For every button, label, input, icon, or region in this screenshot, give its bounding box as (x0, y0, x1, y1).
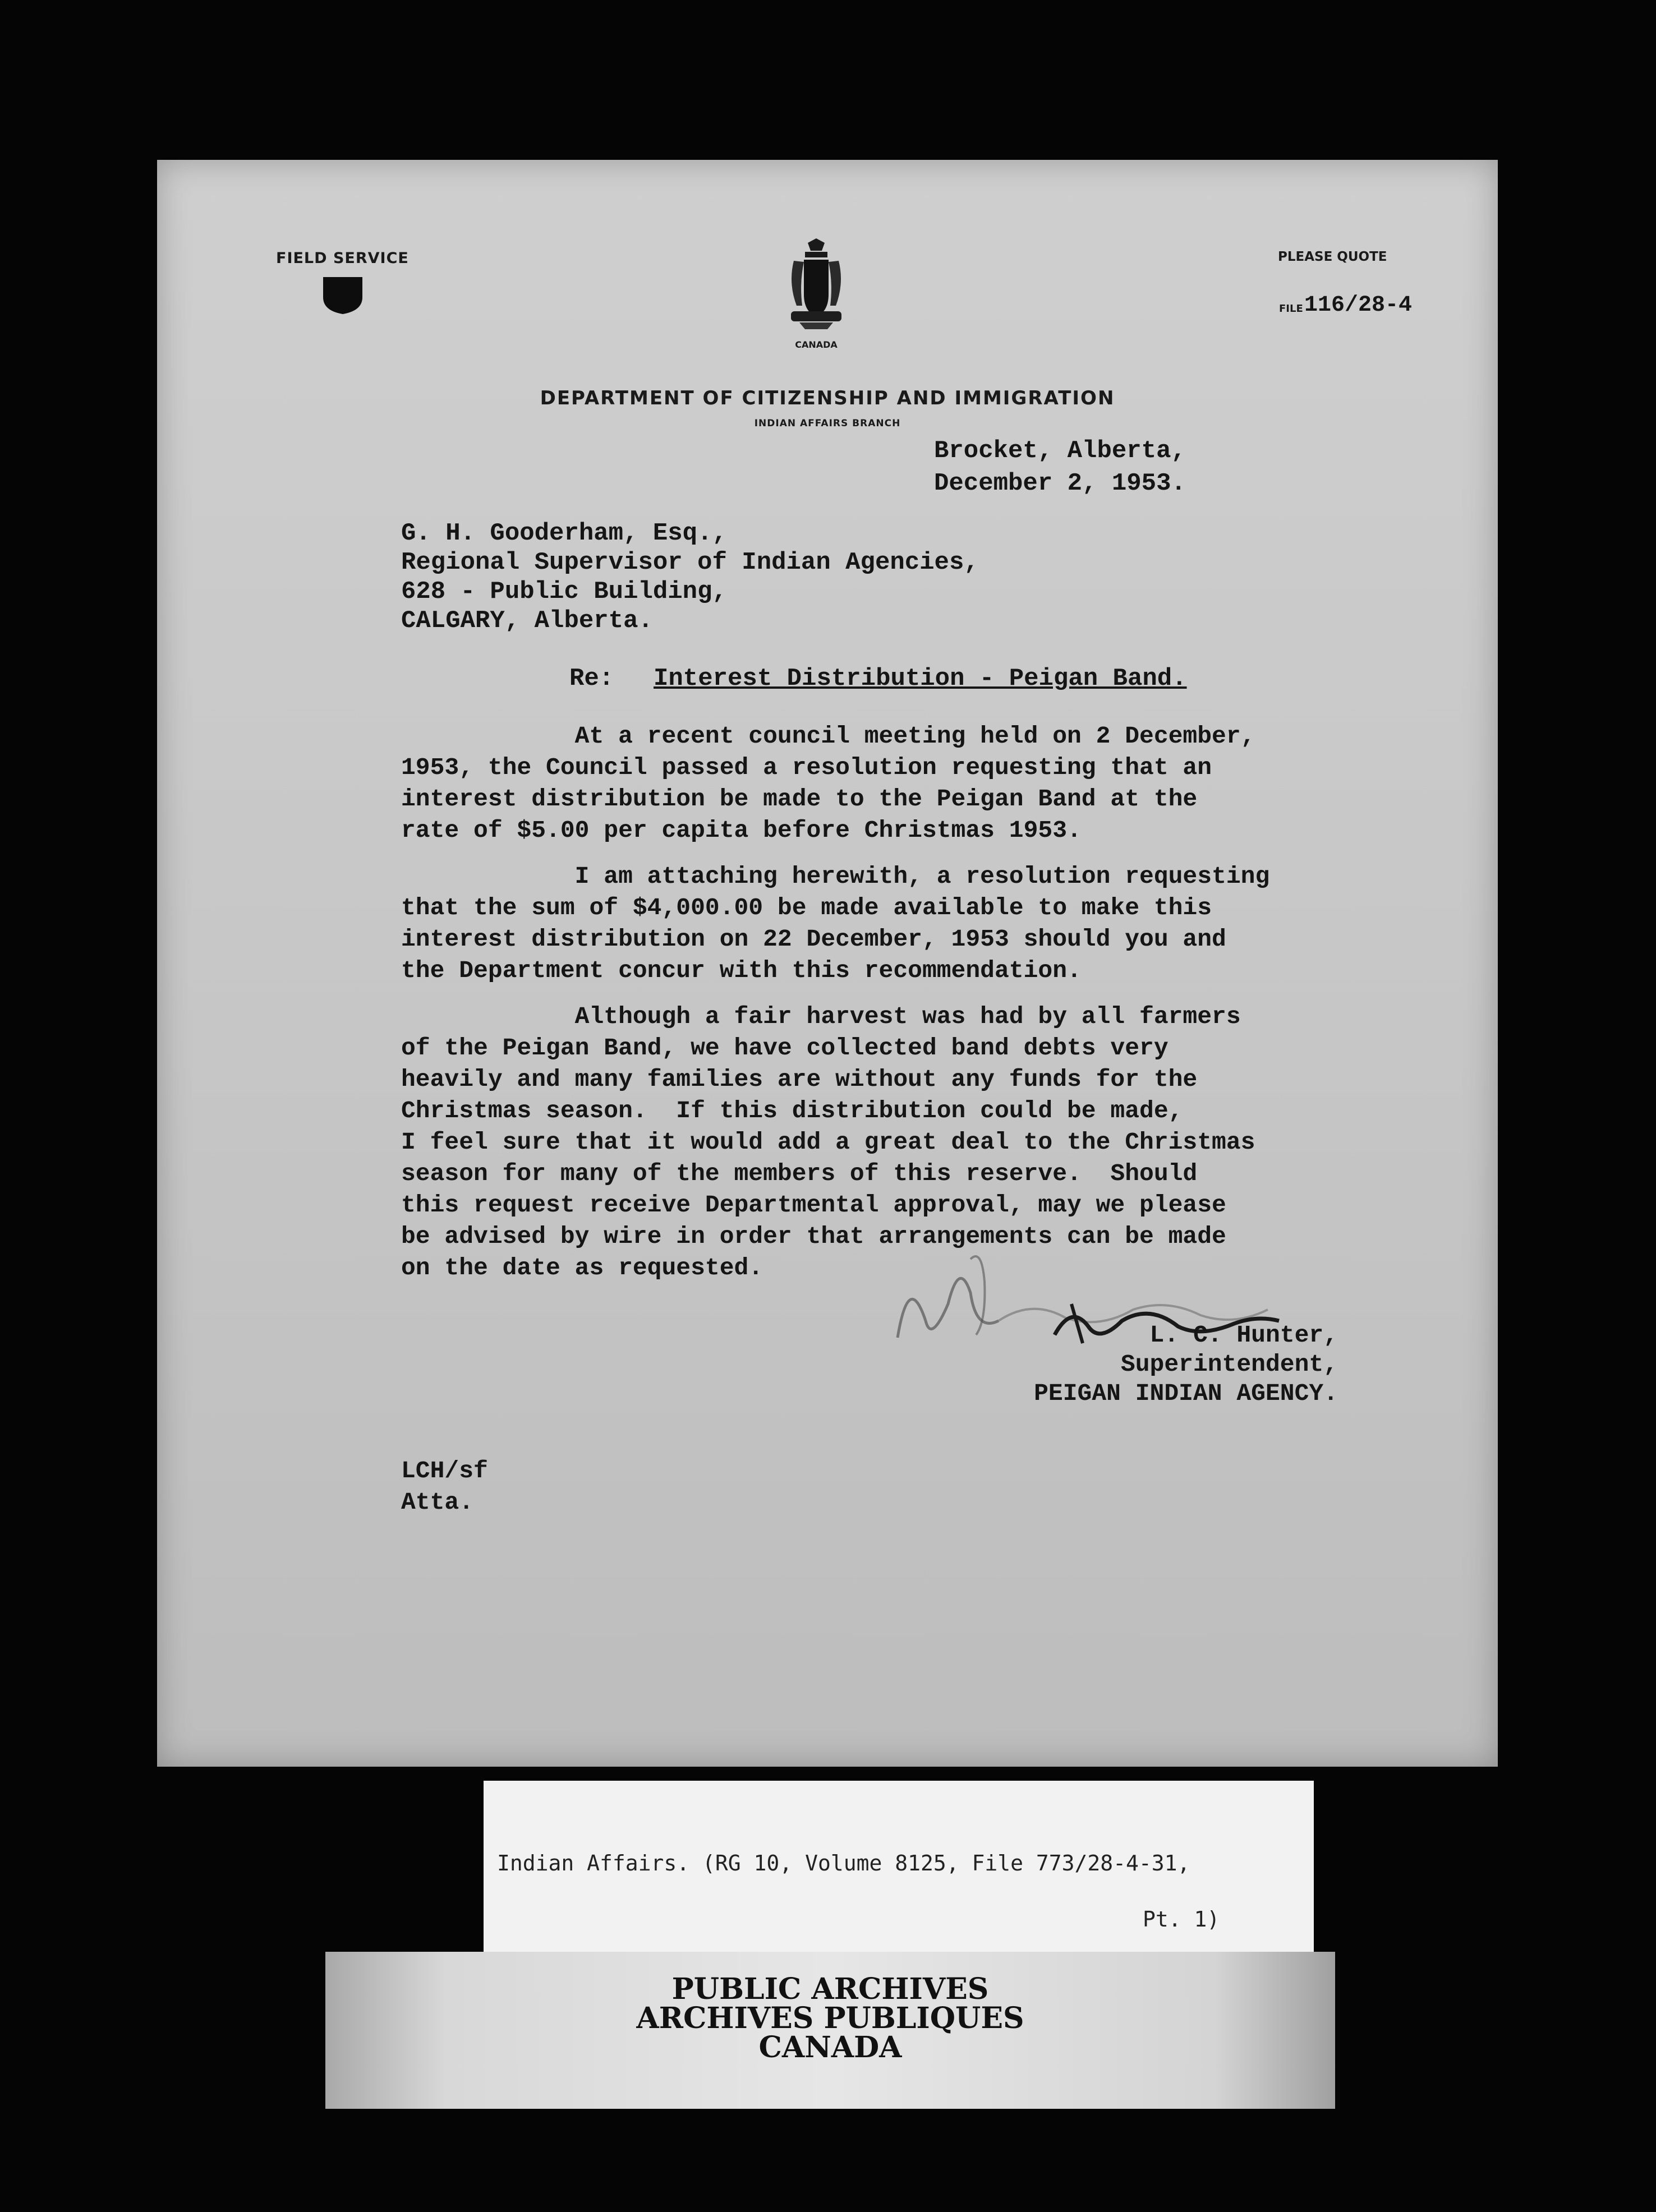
branch-name: INDIAN AFFAIRS BRANCH (754, 418, 901, 429)
citation-line-1: Indian Affairs. (RG 10, Volume 8125, File 773/28-4-31, (497, 1851, 1190, 1875)
paragraph-3: Although a fair harvest was had by all farmers of the Peigan Band, we have collected band debts very heavily and many families are without any funds for the Christmas season. If this distribution could be made, I feel sure that it would add a great deal to the Christmas season for many of the members of this reserve. Should this request receive Departmental approval, may we please be advised by wire in order that arrangements can be made on the date as requested. (401, 1003, 1255, 1282)
field-service-heading: FIELD SERVICE (276, 250, 409, 267)
signature-block: L. C. Hunter, Superintendent, PEIGAN INDIAN AGENCY. (1034, 1321, 1338, 1407)
department-name: DEPARTMENT OF CITIZENSHIP AND IMMIGRATION (540, 387, 1115, 409)
please-quote-heading: PLEASE QUOTE (1278, 250, 1387, 264)
citation-line-2: Pt. 1) (1143, 1907, 1220, 1932)
paragraph-1: At a recent council meeting held on 2 December, 1953, the Council passed a resolution requesting that an interest distribution be made to the Peigan Band at the rate of $5.00 per capita before Christmas 1953. (401, 722, 1255, 844)
subject-line: Interest Distribution - Peigan Band. (654, 665, 1187, 693)
reference-initials: LCH/sf Atta. (401, 1457, 488, 1516)
citation-slip (484, 1781, 1314, 1963)
recipient-address: G. H. Gooderham, Esq., Regional Supervisor of Indian Agencies, 628 - Public Building, CALGARY, Alberta. (401, 519, 979, 635)
letter-page (157, 160, 1498, 1767)
re-label: Re: (569, 665, 614, 693)
coat-of-arms-icon (783, 238, 850, 331)
archive-stamp-line-2: ARCHIVES PUBLIQUES (636, 2001, 1024, 2035)
crest-caption: CANADA (795, 339, 838, 350)
shield-icon (321, 275, 365, 315)
archive-stamp-line-3: CANADA (758, 2030, 902, 2064)
archive-stamp-line-1: PUBLIC ARCHIVES (671, 1972, 989, 2006)
place-and-date: Brocket, Alberta, December 2, 1953. (934, 437, 1186, 497)
paragraph-2: I am attaching herewith, a resolution requesting that the sum of $4,000.00 be made available to make this interest distribution on 22 December, 1953 should you and the Department concur with this recommendation. (401, 863, 1270, 984)
file-label: FILE (1279, 303, 1303, 315)
archive-stamp (325, 1952, 1335, 2109)
file-number: 116/28-4 (1304, 293, 1413, 318)
